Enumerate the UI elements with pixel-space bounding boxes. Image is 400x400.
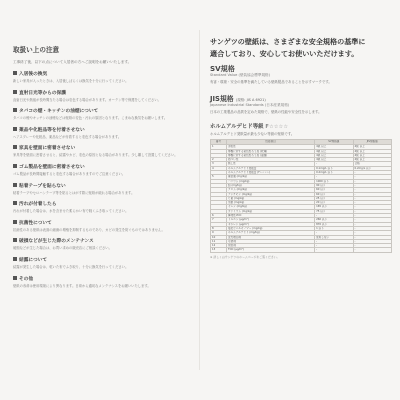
sv-standard-block	[210, 65, 392, 85]
table-cell: 20 以下	[315, 201, 353, 205]
table-cell: -	[315, 239, 353, 243]
care-intro: 工事終了後、以下の点について入居者の方へご説明をお願いいたします。	[13, 60, 132, 64]
table-cell: -	[353, 218, 391, 222]
care-section	[13, 183, 192, 196]
table-cell: 7	[211, 218, 227, 222]
table-cell: キシレン (μg/m³)	[227, 222, 315, 226]
care-section	[13, 257, 192, 270]
table-header-cell: SV規格値	[315, 139, 353, 145]
table-cell: 6	[211, 214, 227, 218]
table-cell: 4級 以上	[353, 158, 391, 162]
table-cell: -	[353, 183, 391, 187]
table-header-cell: JIS規格値	[353, 139, 391, 145]
table-cell: -	[353, 179, 391, 183]
care-section-heading-text: ゴム製品を壁面に密着させない	[19, 164, 85, 170]
square-bullet-icon	[13, 164, 17, 168]
table-cell: 870 以下	[315, 222, 353, 226]
table-cell: ヒ素 (mg/kg)	[227, 196, 315, 200]
table-cell: 3	[211, 162, 227, 166]
care-section-heading-text: 抗菌性について	[19, 220, 52, 226]
care-section-heading	[13, 238, 192, 245]
care-section-heading-text: 入居後の換気	[19, 72, 48, 77]
table-cell: 退色性	[227, 145, 315, 149]
table-cell: 25 以下	[315, 196, 353, 200]
care-section	[13, 127, 192, 140]
table-body	[211, 145, 392, 252]
care-section-heading	[13, 183, 192, 190]
table-cell: 施工性	[227, 162, 315, 166]
sv-title: SV規格	[210, 64, 235, 73]
table-cell: 2	[211, 158, 227, 162]
square-bullet-icon	[13, 127, 17, 131]
table-cell: ホルムアルデヒド放散量 (F☆☆☆☆)	[227, 171, 315, 175]
table-cell: -	[315, 214, 353, 218]
table-cell: 90 以下	[315, 183, 353, 187]
care-section-body: 破損などが生じた場合は、お買い求めの販売店にご相談ください。	[13, 246, 112, 251]
table-cell: カドミウム (mg/kg)	[227, 209, 315, 213]
care-section	[13, 238, 192, 251]
care-section	[13, 71, 192, 84]
jis-title-text: JIS規格	[210, 94, 234, 103]
table-cell: 1	[211, 145, 227, 149]
care-section-body: ヘアスプレーや化粧品、薬品などが付着すると変色する場合があります。	[13, 134, 122, 139]
square-bullet-icon	[13, 201, 17, 205]
formaldehyde-title-text: ホルムアルデヒド等級	[210, 124, 264, 131]
table-cell: -	[353, 222, 391, 226]
care-section	[13, 201, 192, 214]
table-cell: -	[353, 196, 391, 200]
jis-note: (規格: JIS A 6921)	[235, 97, 266, 102]
table-cell: -	[353, 192, 391, 196]
table-cell: バリウム (mg/kg)	[227, 179, 315, 183]
jis-body: 日本の工業製品の品質を定めた規格で、壁紙の性能や安全性を示します。	[210, 109, 322, 114]
table-cell: -	[315, 248, 353, 252]
care-section-heading-text: 破損などが生じた際のメンテナンス	[19, 239, 94, 245]
square-bullet-icon	[13, 71, 17, 75]
care-section-body: 結露が発生した場合は、乾いた布でふき取り、十分に換気を行ってください。	[13, 264, 129, 269]
table-cell: -	[353, 171, 391, 175]
care-section	[13, 108, 192, 121]
table-cell: 4級 以上	[315, 145, 353, 149]
headline-line-2: 適合しており、安心してお使いいただけます。	[210, 48, 359, 58]
table-cell: 塩化ビニルモノマー (mg/kg)	[227, 226, 315, 230]
table-cell: アンチモン (mg/kg)	[227, 192, 315, 196]
table-cell: トルエン (μg/m³)	[227, 218, 315, 222]
table-cell: -	[353, 235, 391, 239]
table-cell: 5	[211, 175, 227, 179]
table-cell: 摩擦に対する染色堅ろう度 (湿潤)	[227, 153, 315, 157]
table-cell: クロム (mg/kg)	[227, 188, 315, 192]
table-cell: 260 以下	[315, 218, 353, 222]
care-section	[13, 164, 192, 177]
table-footnote: ※ 詳しくはサンゲツのホームページをご覧ください。	[210, 254, 280, 259]
table-cell: 0.2mg/L 以下	[315, 171, 353, 175]
care-section-body: 家具等を壁面に密着させると、結露やカビ、変色の原因となる場合があります。少し離して設置してください。	[13, 153, 178, 158]
table-cell: 0.1mg/L 以下	[315, 166, 353, 170]
care-section-heading	[13, 108, 192, 115]
table-cell: 165 以下	[315, 205, 353, 209]
care-section-heading	[13, 71, 192, 78]
table-cell: 1000 以下	[315, 179, 353, 183]
table-cell: 4級 以上	[315, 149, 353, 153]
table-cell: -	[315, 231, 353, 235]
care-section-heading	[13, 220, 192, 227]
square-bullet-icon	[13, 257, 17, 261]
care-section-heading-text: 結露について	[19, 257, 48, 263]
table-cell: -	[353, 209, 391, 213]
table-cell: 60 以下	[315, 188, 353, 192]
table-cell: -	[353, 205, 391, 209]
table-cell: 11	[211, 239, 227, 243]
table-cell: 4級 以上	[315, 153, 353, 157]
jis-standard-block	[210, 93, 392, 115]
care-section-heading-text: 家具を壁面に密着させない	[19, 146, 76, 152]
table-cell: 4級 以上	[353, 153, 391, 157]
care-section-body: タバコの煙やキッチンの油煙などは壁紙の変色・汚れの原因となります。こまめな換気をお願いします。	[13, 116, 168, 121]
table-cell: 75 以下	[315, 209, 353, 213]
table-cell: -	[315, 162, 353, 166]
table-cell: -	[353, 244, 391, 248]
care-section-heading-text: 薬品や化粧品等を付着させない	[19, 127, 85, 133]
table-cell: -	[353, 239, 391, 243]
formaldehyde-body: ホルムアルデヒド発散量が最も少ない等級の壁紙です。	[210, 132, 295, 137]
table-cell: 1 以下	[315, 226, 353, 230]
care-section-body: 新しい家具が入ったときは、入居後しばらくは換気を十分に行ってください。	[13, 79, 129, 83]
table-cell: ホルムアルデヒド放散量	[227, 166, 315, 170]
table-cell: 4	[211, 166, 227, 170]
square-bullet-icon	[13, 90, 17, 94]
care-section-heading	[13, 90, 192, 97]
formaldehyde-title	[210, 122, 392, 130]
care-section	[13, 276, 192, 289]
table-cell: 0.2mg/L 以下	[353, 166, 391, 170]
headline-line-1: サンゲツの壁紙は、さまざまな安全規格の基準に	[210, 37, 366, 46]
square-bullet-icon	[13, 220, 17, 224]
table-cell: 9	[211, 231, 227, 235]
table-cell: 4級 以上	[353, 145, 391, 149]
table-cell: -	[353, 201, 391, 205]
table-cell: 12	[211, 244, 227, 248]
table-cell: -	[315, 175, 353, 179]
table-cell: 揮発性VOC	[227, 214, 315, 218]
care-section-heading-text: タバコの煙・キッチンの油煙について	[19, 109, 99, 115]
care-section-heading-text: 直射日光等からの保護	[19, 90, 66, 96]
care-title: 取扱い上の注意	[13, 46, 60, 54]
sv-subtitle: Standard Value (壁装協会標準規格)	[210, 73, 271, 77]
table-cell: -	[353, 175, 391, 179]
table-cell: 蛍光増白剤	[227, 235, 315, 239]
safety-standards-column	[200, 0, 400, 400]
care-section-body: ゴム製品が長時間接触すると変色する場合がありますのでご注意ください。	[13, 171, 126, 176]
care-section-heading	[13, 164, 192, 171]
care-section-body: 粘着テープやセロハンテープ等を貼るとはがす際に壁紙が破れる場合があります。	[13, 190, 135, 195]
care-section-body: 汚れが付着した場合は、水を含ませた柔らかい布で軽くふき取ってください。	[13, 209, 129, 214]
table-cell: TOC (μg/m³)	[227, 248, 315, 252]
care-section	[13, 90, 192, 103]
table-header-cell: 性能項目	[227, 139, 315, 145]
care-section	[13, 220, 192, 233]
table-cell: 可塑剤	[227, 239, 315, 243]
table-cell: -	[353, 248, 391, 252]
table-cell: -	[353, 214, 391, 218]
table-cell: ホルムアルデヒド (mg/kg)	[227, 231, 315, 235]
care-section-heading	[13, 257, 192, 264]
care-section	[13, 145, 192, 158]
table-cell: セレン (mg/kg)	[227, 205, 315, 209]
care-section-heading-text: 汚れが付着したら	[19, 202, 57, 208]
square-bullet-icon	[13, 145, 17, 149]
care-section-body: 直射日光や熱風が長時間当たる場合は変色する場合があります。カーテン等で保護をしてください。	[13, 97, 161, 102]
square-bullet-icon	[13, 238, 17, 242]
table-cell: 重金属 (mg/kg)	[227, 175, 315, 179]
jis-subtitle: Japanese Industrial Standards (日本産業規格)	[210, 102, 290, 107]
care-section-heading-text: その他	[19, 276, 34, 282]
table-cell: -	[353, 231, 391, 235]
table-cell: 10	[211, 235, 227, 239]
table-cell: -	[353, 226, 391, 230]
jis-title	[210, 93, 392, 103]
table-cell: 鉛 (mg/kg)	[227, 183, 315, 187]
table-header-cell: 番号	[211, 139, 227, 145]
table-cell: 水銀 (mg/kg)	[227, 201, 315, 205]
care-sections	[13, 71, 192, 288]
table-cell: 隠ぺい性	[227, 158, 315, 162]
table-cell: 4級 以上	[315, 158, 353, 162]
table-cell: -	[353, 188, 391, 192]
square-bullet-icon	[13, 276, 17, 280]
table-cell: 使用しない	[315, 235, 353, 239]
square-bullet-icon	[13, 183, 17, 187]
table-cell: 発泡剤	[227, 244, 315, 248]
table-row	[211, 248, 392, 252]
care-section-heading	[13, 145, 192, 152]
table-cell: -	[315, 244, 353, 248]
safety-headline	[210, 36, 392, 59]
performance-table	[210, 139, 392, 253]
table-cell: 13	[211, 248, 227, 252]
care-section-heading	[13, 276, 192, 283]
formaldehyde-block	[210, 122, 392, 259]
care-section-body: 壁紙の寿命は使用環境により異なります。日頃から適切なメンテナンスをお願いいたします。	[13, 283, 151, 288]
care-section-heading-text: 粘着テープを貼らない	[19, 183, 66, 189]
table-cell: 摩擦に対する染色堅ろう度 (乾燥)	[227, 149, 315, 153]
formaldehyde-stars: F☆☆☆☆	[265, 124, 289, 131]
table-cell: 4級 以上	[353, 149, 391, 153]
table-cell: 合格	[353, 162, 391, 166]
care-section-heading	[13, 201, 192, 208]
square-bullet-icon	[13, 108, 17, 112]
table-cell: 60 以下	[315, 192, 353, 196]
care-section-body: 抗菌性のある壁紙は表面の細菌の増殖を抑制するものであり、カビの発生を防ぐものではありません。	[13, 227, 165, 232]
sv-body: 有害・環境・安全の基準を満たしている壁紙製品であることを示すマークです。	[210, 80, 332, 84]
table-cell: 8	[211, 226, 227, 230]
care-section-heading	[13, 127, 192, 134]
